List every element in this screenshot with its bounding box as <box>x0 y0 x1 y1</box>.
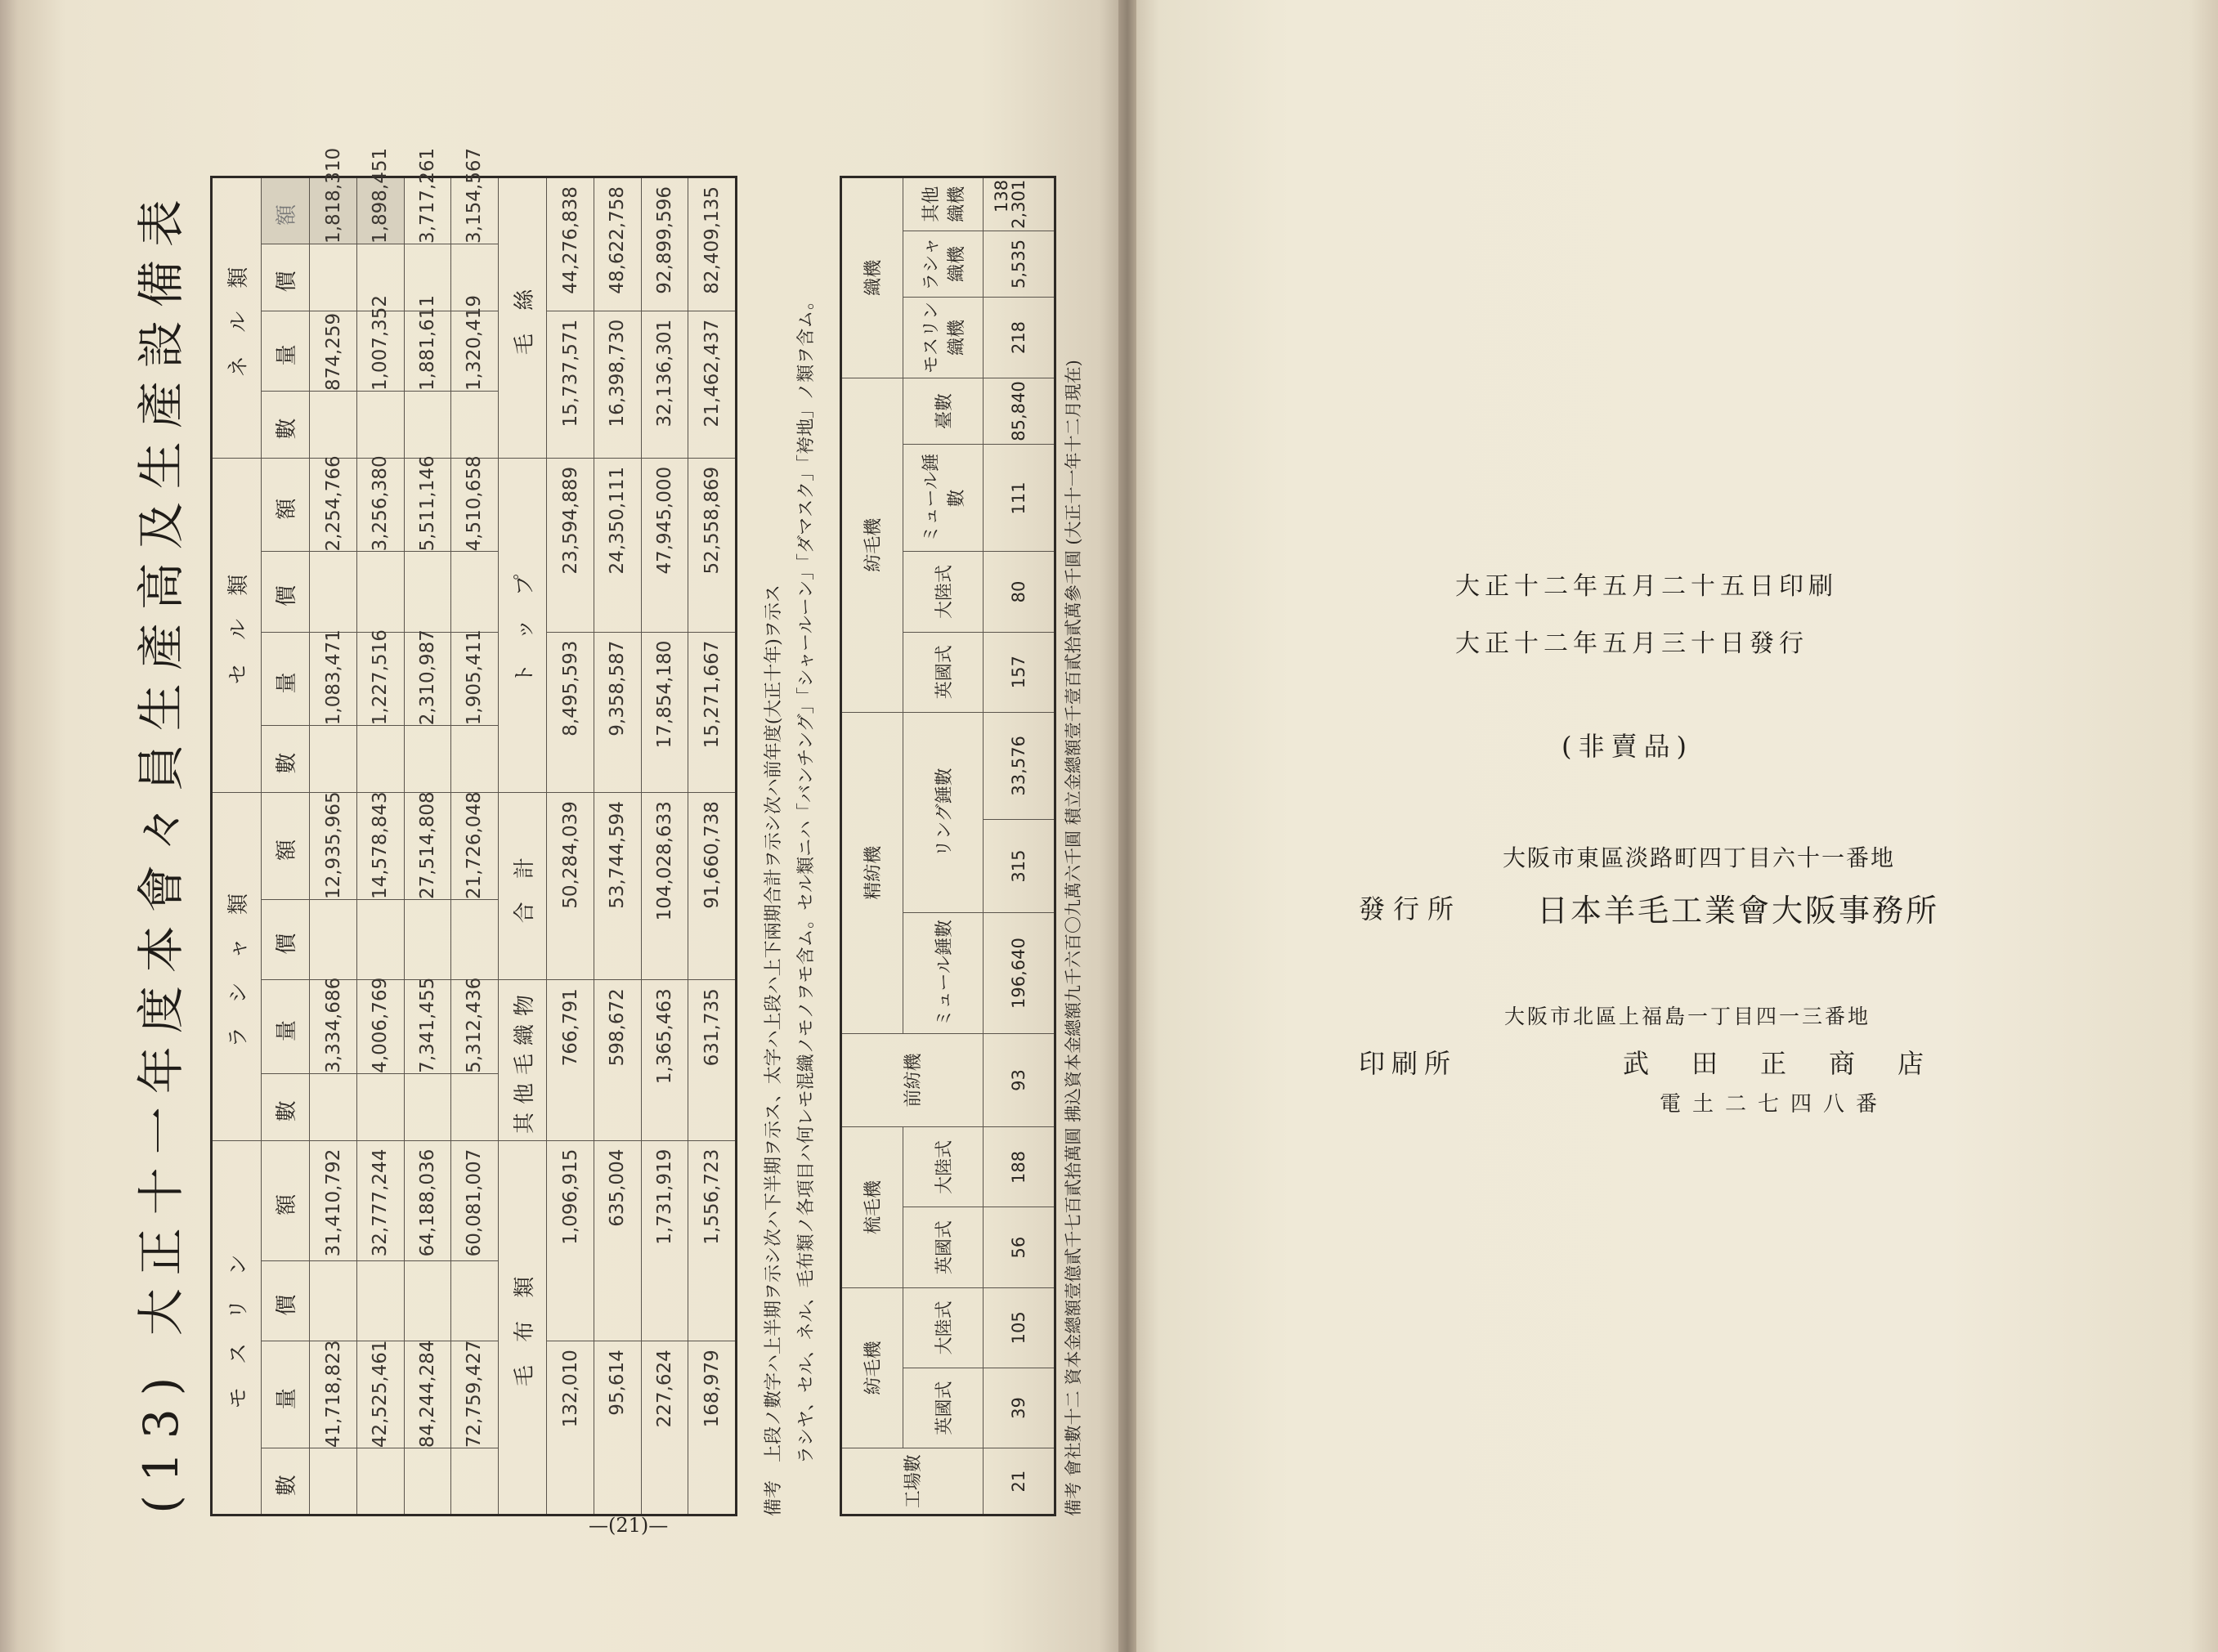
publisher-label: 發行所 <box>1359 893 1463 924</box>
header-blanket: 毛 布 類 <box>498 1140 547 1515</box>
table-cell: 21 <box>983 1448 1055 1515</box>
header-tops: ト ッ プ <box>498 458 547 792</box>
table-cell: 39 <box>983 1368 1055 1448</box>
header-factories: 工場數 <box>841 1448 984 1515</box>
table-cell: 1,227,516 <box>356 632 404 726</box>
table-cell: 14,578,843 <box>356 793 404 900</box>
table-cell: 5,535 <box>983 231 1055 298</box>
table-cell: 874,259 <box>310 311 357 391</box>
sub-header: 額 <box>261 458 310 552</box>
table-cell: 2,254,766 <box>310 458 357 552</box>
table-cell: 21,462,437 <box>688 311 737 458</box>
issue-date: 大正十二年五月三十日發行 <box>1455 629 1808 658</box>
table-cell: 2,301 <box>983 177 1055 231</box>
sub-header: 量 <box>261 311 310 391</box>
header-total: 合 計 <box>498 793 547 980</box>
table-cell: 48,622,758 <box>594 177 642 311</box>
table-cell: 8,495,593 <box>547 632 594 792</box>
table-cell: 3,334,686 <box>310 980 357 1074</box>
printer-name: 武田正商店 <box>1623 1048 1967 1079</box>
table-row <box>594 177 642 1515</box>
table-cell: 60,081,007 <box>451 1140 499 1260</box>
table-cell: 1,007,352 <box>356 311 404 391</box>
table-row <box>310 177 357 1515</box>
header-spinning: 精紡機 <box>841 712 903 1033</box>
table-cell: 766,791 <box>547 980 594 1140</box>
sub-header: 價 <box>261 900 310 980</box>
table-cell: 105 <box>983 1287 1055 1368</box>
table-cell: 227,624 <box>641 1341 688 1515</box>
sub-header: 數 <box>261 392 310 459</box>
table-cell: 47,945,000 <box>641 458 688 632</box>
table-row <box>451 177 499 1515</box>
table-cell: 72,759,427 <box>451 1341 499 1448</box>
table-cell: 92,899,596 <box>641 177 688 311</box>
table-cell: 635,004 <box>594 1140 642 1341</box>
table-cell: 27,514,808 <box>404 793 451 900</box>
sub-header: 量 <box>261 1341 310 1448</box>
table-cell: 5,511,146 <box>404 458 451 552</box>
table-cell: 1,083,471 <box>310 632 357 726</box>
table-cell: 41,718,823 <box>310 1341 357 1448</box>
sub-header: 大陸式 <box>903 552 983 632</box>
header-other-woolens: 其他毛織物 <box>498 980 547 1140</box>
table-cell: 157 <box>983 632 1055 712</box>
table-cell: 9,358,587 <box>594 632 642 792</box>
table-cell: 196,640 <box>983 913 1055 1033</box>
table-cell: 104,028,633 <box>641 793 688 980</box>
table-cell: 4,510,658 <box>451 458 499 552</box>
sub-header: 額 <box>261 793 310 900</box>
table-cell: 56 <box>983 1207 1055 1287</box>
table-cell: 315 <box>983 819 1055 913</box>
table-cell: 24,350,111 <box>594 458 642 632</box>
sub-header: 大陸式 <box>903 1127 983 1207</box>
table-cell: 42,525,461 <box>356 1341 404 1448</box>
not-for-sale: (非賣品) <box>1562 731 1693 762</box>
table-cell: 3,717,261 <box>404 177 451 244</box>
table-cell: 631,735 <box>688 980 737 1140</box>
header-muslin: モ ス リ ン <box>212 1140 262 1515</box>
sub-header: ミュール錘數 <box>903 445 983 552</box>
header-serge: セ ル 類 <box>212 458 262 792</box>
table-cell: 17,854,180 <box>641 632 688 792</box>
table-cell: 1,898,451 <box>356 177 404 244</box>
footnote: 備考 會社數十二 資本金總額壹億貳千七百貳拾萬圓 拂込資本金總額九千六百〇九萬六千圓 積立金總額壹千壹百貳拾貳萬參千圓 (大正十一年十二月現在) <box>1064 360 1083 1516</box>
table-cell: 32,777,244 <box>356 1140 404 1260</box>
table-cell: 1,320,419 <box>451 311 499 391</box>
table-cell: 80 <box>983 552 1055 632</box>
notes-block <box>758 176 823 1516</box>
header-flannel: ネ ル 類 <box>212 177 262 459</box>
print-date: 大正十二年五月二十五日印刷 <box>1455 572 1838 601</box>
table-cell: 50,284,039 <box>547 793 594 980</box>
table-cell: 598,672 <box>594 980 642 1140</box>
header-carding-woolen: 紡毛機 <box>841 1287 903 1448</box>
header-woolen-spinning: 紡毛機 <box>841 378 903 712</box>
printer-address: 大阪市北區上福島一丁目四一三番地 <box>1504 1005 1871 1028</box>
table-cell: 132,010 <box>547 1341 594 1515</box>
sub-header: 臺數 <box>903 378 983 445</box>
sub-header: 大陸式 <box>903 1287 983 1368</box>
sub-header: 價 <box>261 1260 310 1341</box>
sub-header: 英國式 <box>903 1368 983 1448</box>
table-cell: 21,726,048 <box>451 793 499 900</box>
header-rasha: ラ シ ャ 類 <box>212 793 262 1141</box>
table-cell: 33,576 <box>983 712 1055 819</box>
table-cell: 1,731,919 <box>641 1140 688 1341</box>
table-row <box>356 177 404 1515</box>
table-row <box>547 177 594 1515</box>
sub-header: 價 <box>261 244 310 311</box>
book-gutter <box>1118 0 1136 1652</box>
publisher-name: 日本羊毛工業會大阪事務所 <box>1537 893 1940 929</box>
table-cell: 3,256,380 <box>356 458 404 552</box>
header-yarn: 毛 絲 <box>498 177 547 459</box>
sub-header: 英國式 <box>903 632 983 712</box>
table-cell: 1,096,915 <box>547 1140 594 1341</box>
looms-other-value: 138 <box>992 179 1011 213</box>
table-cell: 1,905,411 <box>451 632 499 726</box>
publisher-address: 大阪市東區淡路町四丁目六十一番地 <box>1503 844 1896 871</box>
table-cell: 188 <box>983 1127 1055 1207</box>
table-cell: 1,556,723 <box>688 1140 737 1341</box>
header-looms: 織機 <box>841 177 903 378</box>
table-cell: 218 <box>983 298 1055 378</box>
table-cell: 82,409,135 <box>688 177 737 311</box>
table-cell: 93 <box>983 1033 1055 1127</box>
header-prespinning: 前紡機 <box>841 1033 984 1127</box>
sub-header: 數 <box>261 1073 310 1140</box>
table-cell: 5,312,436 <box>451 980 499 1074</box>
sub-header: 量 <box>261 632 310 726</box>
table-cell: 52,558,869 <box>688 458 737 632</box>
phone-number: 電土二七四八番 <box>1660 1092 1889 1117</box>
table-cell: 4,006,769 <box>356 980 404 1074</box>
sub-header: モスリン織機 <box>903 298 983 378</box>
table-cell: 32,136,301 <box>641 311 688 458</box>
table-cell: 16,398,730 <box>594 311 642 458</box>
note-line: 上段ノ數字ハ上半期ヲ示シ次ハ下半期ヲ示ス、太字ハ上段ハ上下兩期合計ヲ示シ次ハ前年度(大正十年)ヲ示ス <box>764 584 784 1462</box>
sub-header: 額 <box>261 1140 310 1260</box>
right-page <box>1127 0 2218 1652</box>
sub-header: 額 <box>261 177 310 244</box>
table-cell: 23,594,889 <box>547 458 594 632</box>
table-cell: 31,410,792 <box>310 1140 357 1260</box>
table-row <box>641 177 688 1515</box>
table-cell: 2,310,987 <box>404 632 451 726</box>
sub-header: リング錘數 <box>903 712 983 913</box>
table-cell: 12,935,965 <box>310 793 357 900</box>
table-cell: 168,979 <box>688 1341 737 1515</box>
table-cell: 95,614 <box>594 1341 642 1515</box>
table-cell: 3,154,567 <box>451 177 499 244</box>
sub-header: 數 <box>261 726 310 793</box>
table-cell: 1,881,611 <box>404 311 451 391</box>
production-table <box>210 147 737 1516</box>
sub-header: 價 <box>261 552 310 632</box>
sub-header: 其他織機 <box>903 177 983 231</box>
table-cell: 1,818,310 <box>310 177 357 244</box>
page-number: —(21)— <box>589 1514 669 1537</box>
table-cell: 7,341,455 <box>404 980 451 1074</box>
notes-label: 備考 <box>764 1480 784 1516</box>
sub-header: 英國式 <box>903 1207 983 1287</box>
sub-header-row <box>261 177 310 1515</box>
printer-label: 印刷所 <box>1359 1048 1458 1079</box>
header-carding-worsted: 梳毛機 <box>841 1127 903 1287</box>
table-cell: 85,840 <box>983 378 1055 445</box>
table-row <box>404 177 451 1515</box>
rotated-table-page <box>120 147 1085 1537</box>
table-cell: 1,365,463 <box>641 980 688 1140</box>
table-cell: 15,271,667 <box>688 632 737 792</box>
sub-header: 量 <box>261 980 310 1074</box>
equipment-table <box>840 176 1056 1516</box>
table-row <box>688 177 737 1515</box>
table-row <box>983 177 1055 1515</box>
table-cell: 44,276,838 <box>547 177 594 311</box>
page-title: (13) 大正十一年度本會々員生產高及生產設備表 <box>133 186 189 1514</box>
sub-header: 數 <box>261 1448 310 1515</box>
table-cell: 84,244,284 <box>404 1341 451 1448</box>
table-cell: 91,660,738 <box>688 793 737 980</box>
table-cell: 53,744,594 <box>594 793 642 980</box>
note-line: ラシヤ、セル、ネル、毛布類ノ各項目ハ何レモ混織ノモノヲモ含ム。セル類ニハ「バンチング」「シャールーン」「ダマスク」「袴地」ノ類ヲ含ム。 <box>796 292 817 1464</box>
table-cell: 15,737,571 <box>547 311 594 458</box>
sub-header: ラシャ織機 <box>903 231 983 298</box>
table-cell: 111 <box>983 445 1055 552</box>
sub-header: ミュール錘數 <box>903 913 983 1033</box>
table-cell: 64,188,036 <box>404 1140 451 1260</box>
